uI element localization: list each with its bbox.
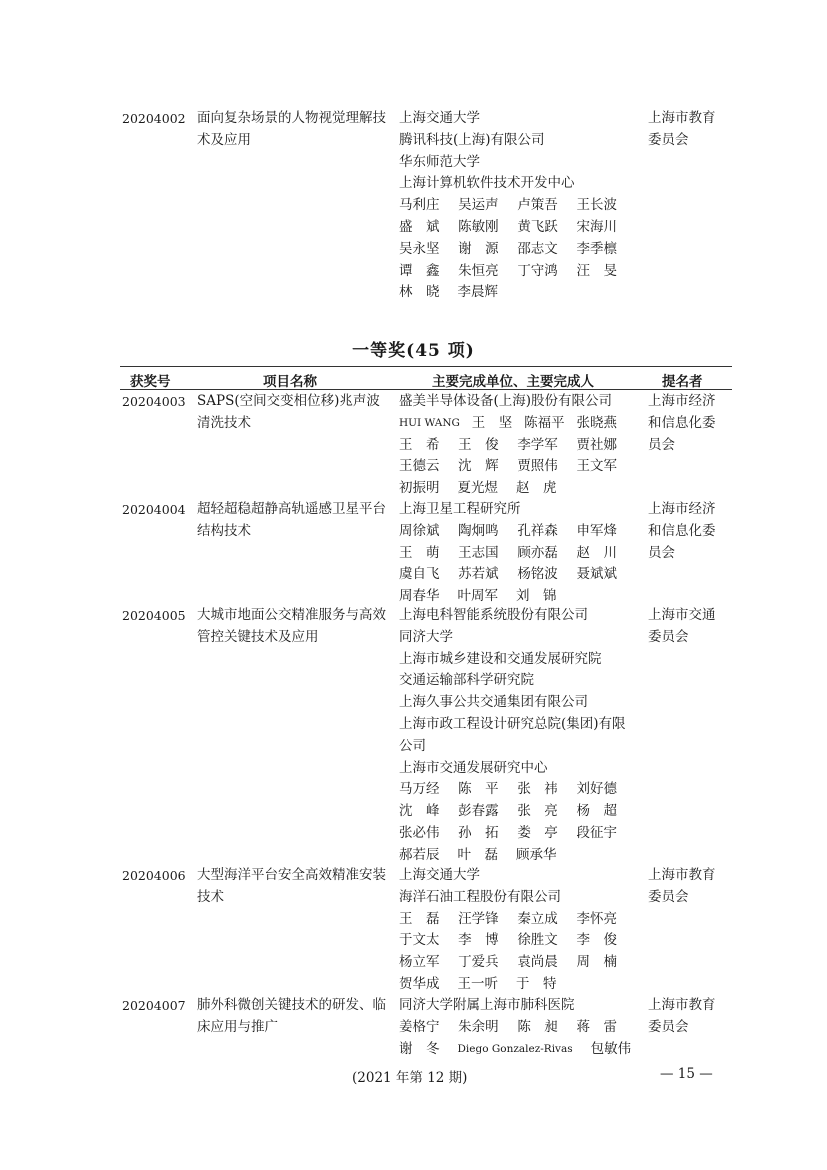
unit: 上海久事公共交通集团有限公司: [399, 694, 588, 711]
person: 袁尚晨: [517, 954, 558, 971]
people-row: [399, 779, 617, 801]
person: 朱余明: [458, 1018, 499, 1035]
people-row: [399, 801, 617, 823]
project-name: 超轻超稳超静高轨遥感卫星平台结构技术: [197, 501, 386, 539]
header-bottom-rule: [120, 389, 732, 390]
person: 黄飞跃: [517, 218, 558, 235]
people-row: [399, 564, 617, 586]
person: 李 博: [458, 932, 499, 949]
people-row: [399, 478, 617, 500]
person: 盛 斌: [399, 218, 440, 235]
people-row: [399, 952, 617, 974]
unit: 海洋石油工程股份有限公司: [399, 888, 561, 905]
person: 张 祎: [517, 781, 558, 798]
person: 吴永坚: [399, 240, 440, 257]
unit: 同济大学附属上海市肺科医院: [399, 997, 575, 1013]
project-name: SAPS(空间交变相位移)兆声波清洗技术: [197, 393, 380, 431]
person: 周 楠: [576, 954, 617, 971]
person: 刘 锦: [516, 588, 557, 605]
person: 陈 昶: [517, 1018, 558, 1035]
header-nominator: 提名者: [662, 374, 703, 390]
person: 李怀亮: [576, 910, 617, 927]
person: 蒋 雷: [576, 1018, 617, 1035]
header-units: 主要完成单位、主要完成人: [432, 374, 594, 390]
units-and-people: [399, 605, 639, 867]
issue-label: (2021 年第 12 期): [352, 1070, 468, 1086]
person: 汪 旻: [576, 262, 617, 279]
unit: 盛美半导体设备(上海)股份有限公司: [399, 393, 613, 409]
person: 包敏伟: [590, 1040, 632, 1057]
person: 宋海川: [576, 218, 617, 235]
people-row: [399, 543, 617, 565]
person: 王一听: [457, 975, 498, 992]
people-list: [399, 413, 639, 500]
person: 郝若辰: [399, 846, 440, 863]
person: 娄 亭: [517, 824, 558, 841]
person: 王 希: [399, 436, 440, 453]
person: 刘好德: [576, 781, 617, 798]
person: 杨立军: [399, 954, 440, 971]
people-row: [399, 1017, 617, 1039]
person: 叶 磊: [457, 846, 498, 863]
unit: 上海计算机软件技术开发中心: [399, 175, 575, 192]
unit: 腾讯科技(上海)有限公司: [399, 131, 545, 148]
people-row: [399, 974, 617, 996]
people-row: [399, 217, 617, 239]
people-row: [399, 930, 617, 952]
person: 王 萌: [399, 544, 440, 561]
person: 赵 川: [576, 544, 617, 561]
person: 秦立成: [517, 910, 558, 927]
person: 王志国: [458, 544, 499, 561]
person: 王 磊: [399, 910, 440, 927]
person: 王 坚: [471, 414, 513, 431]
person: 初振明: [399, 480, 440, 497]
people-row: [399, 195, 617, 217]
people-list: [399, 521, 639, 608]
header-id: 获奖号: [130, 374, 171, 390]
person: 周春华: [399, 588, 440, 605]
people-row: [399, 909, 617, 931]
person: 杨铭波: [517, 566, 558, 583]
project-name: 大型海洋平台安全高效精准安装技术: [197, 867, 386, 905]
unit: 交通运输部科学研究院: [399, 672, 534, 689]
units-and-people: [399, 108, 639, 304]
nominator: 上海市教育委员会: [648, 997, 716, 1035]
header-name: 项目名称: [263, 374, 317, 390]
page-number: — 15 —: [660, 1066, 713, 1082]
award-id: 20204002: [122, 111, 186, 126]
person: 李 俊: [576, 932, 617, 949]
nominator: 上海市交通委员会: [648, 607, 716, 645]
person: 夏光煜: [457, 480, 498, 497]
unit: 上海电科智能系统股份有限公司: [399, 607, 588, 623]
person: 苏若斌: [458, 566, 499, 583]
person: Diego Gonzalez-Rivas: [457, 1042, 573, 1055]
person: 申军烽: [576, 522, 617, 539]
units-and-people: [399, 499, 639, 608]
award-id: 20204005: [122, 608, 186, 623]
person: 段征宇: [576, 824, 617, 841]
person: 丁爱兵: [458, 954, 499, 971]
person: HUI WANG: [399, 416, 460, 429]
people-list: [399, 779, 639, 866]
person: 虞自飞: [399, 566, 440, 583]
person: 王文军: [576, 458, 617, 475]
people-row: [399, 1039, 632, 1061]
unit: 上海交通大学: [399, 867, 480, 883]
project-name: 肺外科微创关键技术的研发、临床应用与推广: [197, 997, 386, 1035]
person: 王长波: [576, 197, 617, 214]
people-list: [399, 1017, 639, 1061]
nominator: 上海市教育委员会: [648, 110, 716, 148]
person: 陈 平: [458, 781, 499, 798]
nominator: 上海市经济和信息化委员会: [648, 501, 716, 561]
unit: 华东师范大学: [399, 153, 480, 170]
person: 彭春露: [458, 803, 499, 820]
people-list: [399, 195, 639, 304]
people-row: [399, 261, 617, 283]
person: 邵志文: [517, 240, 558, 257]
people-row: [399, 456, 617, 478]
award-id: 20204004: [122, 502, 186, 517]
person: 姜格宁: [399, 1018, 440, 1035]
person: 马利庄: [399, 197, 440, 214]
person: 顾承华: [516, 846, 557, 863]
person: 沈 峰: [399, 803, 440, 820]
unit: 上海卫星工程研究所: [399, 501, 521, 517]
unit: 上海交通大学: [399, 110, 480, 126]
person: 吴运声: [458, 197, 499, 214]
person: 周徐斌: [399, 522, 440, 539]
person: 陈敏刚: [458, 218, 499, 235]
person: 贺华成: [399, 975, 440, 992]
person: 叶周军: [457, 588, 498, 605]
people-row: [399, 239, 617, 261]
unit: 上海市交通发展研究中心: [399, 759, 548, 776]
units-and-people: [399, 391, 639, 500]
person: 汪学锋: [458, 910, 499, 927]
person: 谢 源: [458, 240, 499, 257]
person: 陈福平: [524, 414, 565, 431]
person: 林 晓: [399, 284, 440, 301]
person: 卢策吾: [517, 197, 558, 214]
nominator: 上海市经济和信息化委员会: [648, 393, 716, 453]
person: 顾亦磊: [517, 544, 558, 561]
people-row: [399, 282, 617, 304]
person: 李晨辉: [457, 284, 498, 301]
person: 杨 超: [576, 803, 617, 820]
person: 李季檩: [576, 240, 617, 257]
person: 沈 辉: [458, 458, 499, 475]
person: 谭 鑫: [399, 262, 440, 279]
person: 陶炯鸣: [458, 522, 499, 539]
person: 孙 拓: [458, 824, 499, 841]
person: 李学军: [517, 436, 558, 453]
project-name: 大城市地面公交精准服务与高效管控关键技术及应用: [197, 607, 386, 645]
person: 聂斌斌: [576, 566, 617, 583]
person: 马万经: [399, 781, 440, 798]
person: 于 特: [516, 975, 557, 992]
people-row: [399, 435, 617, 457]
person: 朱恒亮: [458, 262, 499, 279]
people-row: [399, 413, 617, 435]
person: 于文太: [399, 932, 440, 949]
person: 丁守鸿: [517, 262, 558, 279]
person: 孔祥森: [517, 522, 558, 539]
person: 张晓燕: [576, 414, 617, 431]
unit: 上海市城乡建设和交通发展研究院: [399, 650, 602, 667]
person: 张必伟: [399, 824, 440, 841]
unit: 上海市政工程设计研究总院(集团)有限公司: [399, 715, 626, 754]
nominator: 上海市教育委员会: [648, 867, 716, 905]
people-list: [399, 909, 639, 996]
people-row: [399, 521, 617, 543]
section-title: 一等奖(45 项): [352, 341, 475, 361]
person: 贾社娜: [576, 436, 617, 453]
award-id: 20204007: [122, 998, 186, 1013]
units-and-people: [399, 995, 639, 1060]
person: 王德云: [399, 458, 440, 475]
unit: 同济大学: [399, 628, 453, 645]
person: 赵 虎: [516, 480, 557, 497]
units-and-people: [399, 865, 639, 996]
person: 徐胜文: [517, 932, 558, 949]
award-id: 20204003: [122, 394, 186, 409]
award-id: 20204006: [122, 868, 186, 883]
person: 谢 冬: [399, 1040, 440, 1057]
people-row: [399, 845, 617, 867]
project-name: 面向复杂场景的人物视觉理解技术及应用: [197, 110, 386, 148]
header-top-rule: [120, 366, 732, 367]
person: 张 亮: [517, 803, 558, 820]
person: 王 俊: [458, 436, 499, 453]
people-row: [399, 823, 617, 845]
person: 贾照伟: [517, 458, 558, 475]
